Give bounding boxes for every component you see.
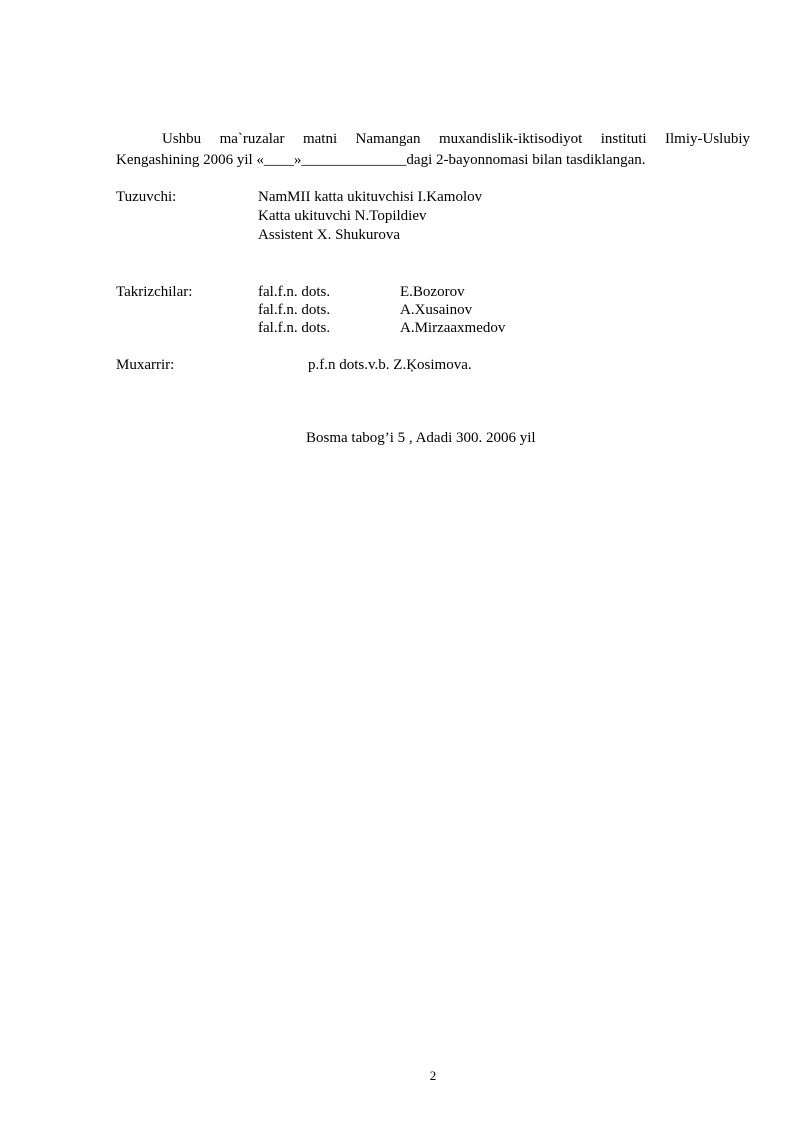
reviewer-degree: fal.f.n. dots. [258, 284, 331, 300]
editor-label: Muxarrir: [116, 357, 175, 373]
compiler-name: NamMII katta ukituvchisi I.Kamolov [258, 189, 483, 205]
compiler-name: Katta ukituvchi N.Topildiev [258, 208, 427, 224]
approval-line-1: Ushbu ma`ruzalar matni Namangan muxandislik-iktisodiyot instituti Ilmiy-Uslubiy [162, 131, 750, 147]
reviewers-label: Takrizchilar: [116, 284, 193, 300]
editor-name: p.f.n dots.v.b. Z.Ķosimova. [308, 357, 472, 373]
approval-line-2: Kengashining 2006 yil «____»______________dagi 2-bayonnomasi bilan tasdiklangan. [116, 152, 646, 168]
reviewer-degree: fal.f.n. dots. [258, 320, 331, 336]
page-number: 2 [429, 1068, 437, 1083]
approval-paragraph [116, 129, 750, 171]
reviewer-name: E.Bozorov [400, 284, 465, 300]
reviewer-name: A.Mirzaaxmedov [400, 320, 506, 336]
reviewer-degree: fal.f.n. dots. [258, 302, 331, 318]
print-info: Bosma tabog’i 5 , Adadi 300. 2006 yil [306, 430, 536, 446]
reviewer-name: A.Xusainov [400, 302, 473, 318]
compiler-label: Tuzuvchi: [116, 189, 177, 205]
compiler-name: Assistent X. Shukurova [258, 227, 401, 243]
